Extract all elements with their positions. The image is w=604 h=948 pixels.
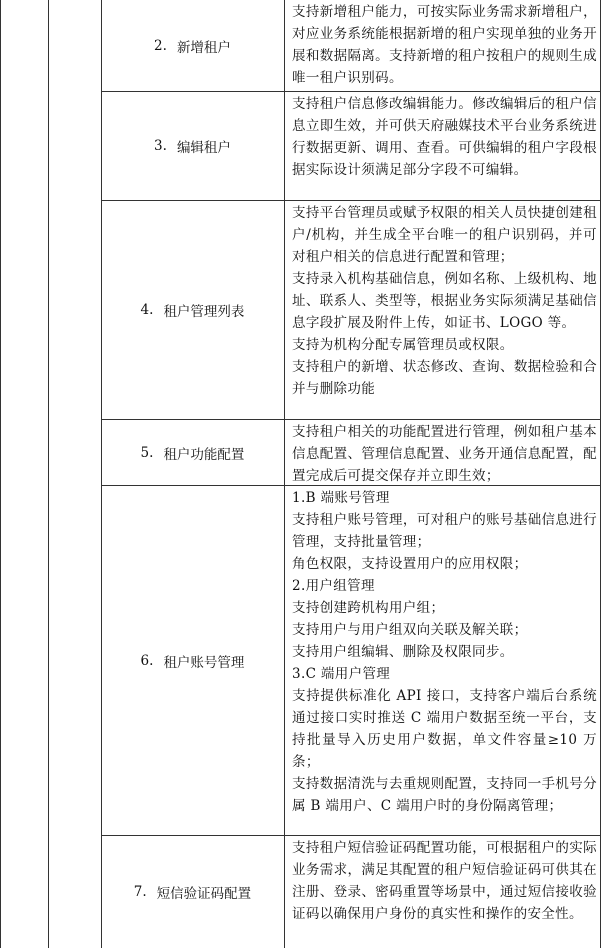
feature-name-cell [101, 486, 284, 835]
feature-description [292, 1, 597, 89]
description-line: 支持用户与用户组双向关联及解关联； [292, 622, 528, 638]
table-row [101, 92, 600, 200]
table-row [101, 0, 600, 91]
description-line: 1.B 端账号管理 [292, 490, 390, 506]
description-line: 角色权限，支持设置用户的应用权限； [292, 556, 528, 572]
feature-name: 编辑租户 [176, 140, 231, 156]
description-line: 支持创建跨机构用户组； [292, 600, 445, 616]
feature-name: 租户管理列表 [163, 304, 245, 320]
feature-description [292, 93, 597, 181]
table-row [101, 420, 600, 485]
feature-description [292, 837, 597, 925]
feature-name-cell [101, 201, 284, 419]
description-line: 2.用户组管理 [292, 578, 375, 594]
feature-name-cell [101, 420, 284, 485]
feature-index: 3. [154, 138, 167, 154]
description-line: 支持用户组编辑、删除及权限同步。 [292, 644, 514, 660]
feature-name: 短信验证码配置 [156, 886, 252, 902]
description-line: 支持租户账号管理，可对租户的账号基础信息进行管理，支持批量管理； [292, 512, 597, 550]
table-row [101, 836, 600, 948]
feature-description [292, 421, 597, 487]
description-line: 支持新增租户能力，可按实际业务需求新增租户，对应业务系统能根据新增的租户实现单独的业务开展和数据隔离。支持新增的租户按租户的规则生成唯一租户识别码。 [292, 4, 597, 86]
description-line: 支持租户相关的功能配置进行管理，例如租户基本信息配置、管理信息配置、业务开通信息配置，配置完成后可提交保存并立即生效； [292, 424, 597, 484]
feature-index: 5. [140, 444, 154, 461]
feature-index: 7. [133, 884, 147, 900]
description-line: 支持提供标准化 API 接口，支持客户端后台系统通过接口实时推送 C 端用户数据至统一平台，支持批量导入历史用户数据，单文件容量≥10 万条； [292, 688, 597, 770]
table-row [101, 486, 600, 835]
feature-index: 4. [140, 302, 154, 318]
feature-name-cell [101, 836, 284, 948]
description-line: 支持租户的新增、状态修改、查询、数据检验和合并与删除功能 [292, 359, 597, 397]
feature-index: 2. [154, 37, 167, 54]
table-border-left [0, 0, 1, 948]
feature-index: 6. [140, 652, 154, 669]
feature-description [292, 202, 597, 400]
description-line: 支持租户信息修改编辑能力。修改编辑后的租户信息立即生效，并可供天府融媒技术平台业务系统进行数据更新、调用、查看。可供编辑的租户字段根据实际设计须满足部分字段不可编辑。 [292, 96, 597, 178]
feature-description [292, 487, 597, 817]
description-line: 支持平台管理员或赋予权限的相关人员快捷创建租户/机构，并生成全平台唯一的租户识别码，并可对租户相关的信息进行配置和管理； [292, 205, 597, 265]
description-line: 支持数据清洗与去重规则配置，支持同一手机号分属 B 端用户、C 端用户时的身份隔离管理； [292, 776, 597, 814]
feature-name: 租户功能配置 [163, 446, 245, 463]
description-line: 3.C 端用户管理 [292, 666, 391, 682]
description-line: 支持为机构分配专属管理员或权限。 [292, 337, 514, 353]
feature-name-cell [101, 92, 284, 200]
description-line: 支持租户短信验证码配置功能，可根据租户的实际业务需求，满足其配置的租户短信验证码可供其在注册、登录、密码重置等场景中，通过短信接收验证码以确保用户身份的真实性和操作的安全性。 [292, 840, 597, 922]
feature-name: 新增租户 [176, 39, 231, 56]
table-row [101, 201, 600, 419]
feature-name-cell [101, 0, 284, 91]
feature-name: 租户账号管理 [163, 654, 245, 671]
table-border-right [600, 0, 601, 948]
description-line: 支持录入机构基础信息，例如名称、上级机构、地址、联系人、类型等，根据业务实际须满足基础信息字段扩展及附件上传，如证书、LOGO 等。 [292, 271, 597, 331]
table-border-col1 [48, 0, 49, 948]
